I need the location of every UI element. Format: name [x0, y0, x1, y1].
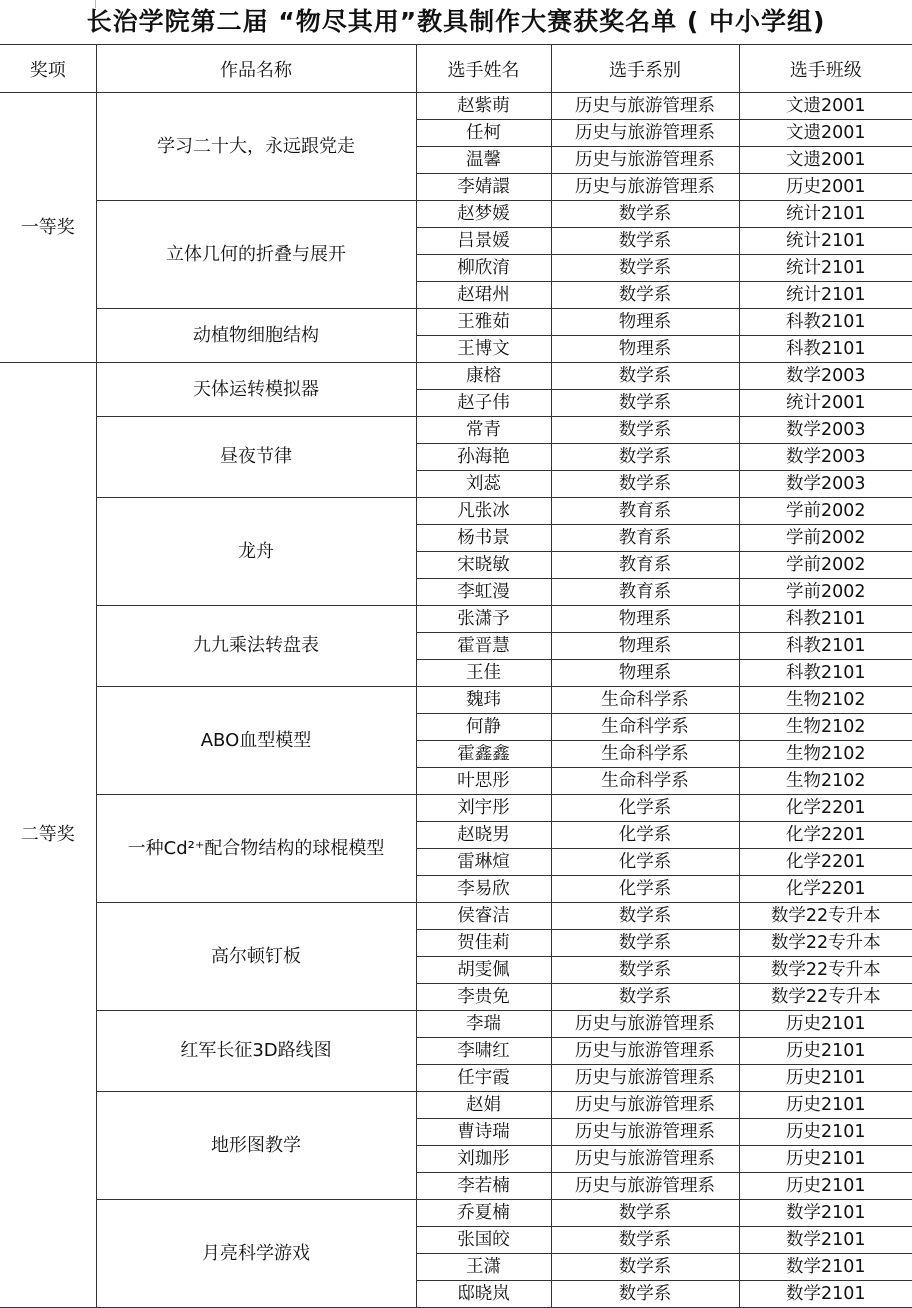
student-department: 教育系	[551, 525, 739, 552]
student-department: 历史与旅游管理系	[551, 120, 739, 147]
table-row	[0, 309, 912, 336]
student-class: 历史2101	[739, 1119, 912, 1146]
student-name: 霍晋慧	[416, 633, 551, 660]
student-name: 刘蕊	[416, 471, 551, 498]
student-department: 数学系	[551, 1254, 739, 1281]
student-class: 历史2101	[739, 1146, 912, 1173]
table-row	[0, 1092, 912, 1119]
student-department: 历史与旅游管理系	[551, 1065, 739, 1092]
student-department: 历史与旅游管理系	[551, 1011, 739, 1038]
student-class: 学前2002	[739, 579, 912, 606]
table-row	[0, 93, 912, 120]
student-department: 教育系	[551, 552, 739, 579]
student-name: 张潇予	[416, 606, 551, 633]
award-level: 二等奖	[0, 363, 96, 1308]
work-name: 天体运转模拟器	[96, 363, 416, 417]
header-award: 奖项	[0, 45, 96, 93]
work-name: 动植物细胞结构	[96, 309, 416, 363]
work-name: 龙舟	[96, 498, 416, 606]
student-class: 数学2101	[739, 1200, 912, 1227]
student-class: 科教2101	[739, 660, 912, 687]
table-row	[0, 201, 912, 228]
student-name: 李虹漫	[416, 579, 551, 606]
table-row	[0, 687, 912, 714]
student-name: 曹诗瑞	[416, 1119, 551, 1146]
student-name: 吕景媛	[416, 228, 551, 255]
student-department: 数学系	[551, 255, 739, 282]
student-class: 数学2003	[739, 363, 912, 390]
student-department: 数学系	[551, 228, 739, 255]
student-name: 刘宇彤	[416, 795, 551, 822]
student-name: 柳欣淯	[416, 255, 551, 282]
student-class: 数学2003	[739, 417, 912, 444]
student-class: 数学2003	[739, 471, 912, 498]
award-level: 一等奖	[0, 93, 96, 363]
student-class: 历史2101	[739, 1092, 912, 1119]
student-class: 统计2101	[739, 201, 912, 228]
work-name: 红军长征3D路线图	[96, 1011, 416, 1092]
student-class: 学前2002	[739, 525, 912, 552]
work-name: 地形图教学	[96, 1092, 416, 1200]
work-name: 月亮科学游戏	[96, 1200, 416, 1308]
student-department: 物理系	[551, 336, 739, 363]
student-department: 化学系	[551, 795, 739, 822]
work-name: 立体几何的折叠与展开	[96, 201, 416, 309]
student-class: 学前2002	[739, 552, 912, 579]
work-name: 一种Cd²⁺配合物结构的球棍模型	[96, 795, 416, 903]
student-class: 科教2101	[739, 336, 912, 363]
student-name: 赵子伟	[416, 390, 551, 417]
student-class: 统计2101	[739, 282, 912, 309]
student-class: 生物2102	[739, 687, 912, 714]
student-name: 王潇	[416, 1254, 551, 1281]
student-class: 数学2101	[739, 1227, 912, 1254]
student-name: 何静	[416, 714, 551, 741]
student-department: 数学系	[551, 1227, 739, 1254]
student-department: 生命科学系	[551, 687, 739, 714]
student-name: 刘珈彤	[416, 1146, 551, 1173]
student-class: 学前2002	[739, 498, 912, 525]
student-department: 历史与旅游管理系	[551, 1173, 739, 1200]
award-table	[0, 44, 912, 1308]
student-department: 生命科学系	[551, 741, 739, 768]
student-class: 生物2102	[739, 768, 912, 795]
student-class: 数学2003	[739, 444, 912, 471]
student-department: 物理系	[551, 660, 739, 687]
student-class: 科教2101	[739, 606, 912, 633]
student-class: 数学2101	[739, 1281, 912, 1308]
student-department: 历史与旅游管理系	[551, 1092, 739, 1119]
student-name: 李易欣	[416, 876, 551, 903]
student-class: 科教2101	[739, 309, 912, 336]
student-class: 文遗2001	[739, 120, 912, 147]
student-department: 化学系	[551, 822, 739, 849]
student-class: 历史2101	[739, 1038, 912, 1065]
header-work-name: 作品名称	[96, 45, 416, 93]
work-name: 昼夜节律	[96, 417, 416, 498]
student-name: 邸晓岚	[416, 1281, 551, 1308]
student-name: 凡张冰	[416, 498, 551, 525]
student-name: 霍鑫鑫	[416, 741, 551, 768]
student-name: 王雅茹	[416, 309, 551, 336]
student-name: 赵晓男	[416, 822, 551, 849]
student-name: 李婧譞	[416, 174, 551, 201]
student-name: 魏玮	[416, 687, 551, 714]
student-class: 统计2101	[739, 255, 912, 282]
student-class: 数学22专升本	[739, 957, 912, 984]
work-name: 学习二十大，永远跟党走	[96, 93, 416, 201]
student-name: 李瑞	[416, 1011, 551, 1038]
student-name: 乔夏楠	[416, 1200, 551, 1227]
table-row	[0, 417, 912, 444]
student-department: 数学系	[551, 444, 739, 471]
student-name: 李贵免	[416, 984, 551, 1011]
student-department: 数学系	[551, 390, 739, 417]
table-row	[0, 606, 912, 633]
student-name: 李啸红	[416, 1038, 551, 1065]
student-department: 教育系	[551, 579, 739, 606]
student-class: 历史2101	[739, 1011, 912, 1038]
student-name: 温馨	[416, 147, 551, 174]
work-name: 高尔顿钉板	[96, 903, 416, 1011]
header-row	[0, 45, 912, 93]
header-department: 选手系别	[551, 45, 739, 93]
student-class: 数学22专升本	[739, 984, 912, 1011]
student-department: 物理系	[551, 606, 739, 633]
student-department: 数学系	[551, 363, 739, 390]
student-class: 统计2101	[739, 228, 912, 255]
student-class: 历史2001	[739, 174, 912, 201]
student-name: 常青	[416, 417, 551, 444]
student-department: 历史与旅游管理系	[551, 147, 739, 174]
student-department: 化学系	[551, 849, 739, 876]
student-department: 数学系	[551, 957, 739, 984]
student-class: 文遗2001	[739, 147, 912, 174]
student-department: 历史与旅游管理系	[551, 174, 739, 201]
student-department: 数学系	[551, 417, 739, 444]
student-department: 数学系	[551, 1200, 739, 1227]
student-name: 康榕	[416, 363, 551, 390]
student-name: 赵珺州	[416, 282, 551, 309]
student-department: 历史与旅游管理系	[551, 1146, 739, 1173]
student-department: 数学系	[551, 282, 739, 309]
table-body	[0, 93, 912, 1308]
student-department: 数学系	[551, 1281, 739, 1308]
student-class: 历史2101	[739, 1065, 912, 1092]
student-department: 数学系	[551, 930, 739, 957]
student-name: 胡雯佩	[416, 957, 551, 984]
student-class: 化学2201	[739, 849, 912, 876]
student-name: 李若楠	[416, 1173, 551, 1200]
student-class: 历史2101	[739, 1173, 912, 1200]
table-row	[0, 363, 912, 390]
work-name: ABO血型模型	[96, 687, 416, 795]
student-department: 生命科学系	[551, 714, 739, 741]
student-class: 化学2201	[739, 795, 912, 822]
student-name: 杨书景	[416, 525, 551, 552]
table-row	[0, 903, 912, 930]
student-name: 侯睿洁	[416, 903, 551, 930]
header-class: 选手班级	[739, 45, 912, 93]
student-department: 数学系	[551, 903, 739, 930]
student-department: 化学系	[551, 876, 739, 903]
student-department: 历史与旅游管理系	[551, 1119, 739, 1146]
student-department: 数学系	[551, 984, 739, 1011]
student-class: 化学2201	[739, 822, 912, 849]
work-name: 九九乘法转盘表	[96, 606, 416, 687]
table-row	[0, 1200, 912, 1227]
student-class: 生物2102	[739, 714, 912, 741]
student-department: 历史与旅游管理系	[551, 93, 739, 120]
student-department: 教育系	[551, 498, 739, 525]
student-class: 文遗2001	[739, 93, 912, 120]
student-department: 数学系	[551, 471, 739, 498]
student-name: 任柯	[416, 120, 551, 147]
table-row	[0, 1011, 912, 1038]
student-name: 王博文	[416, 336, 551, 363]
student-department: 物理系	[551, 309, 739, 336]
student-class: 数学22专升本	[739, 930, 912, 957]
page-title: 长治学院第二届 “物尽其用”教具制作大赛获奖名单 ( 中小学组)	[86, 7, 826, 36]
student-name: 赵梦媛	[416, 201, 551, 228]
student-department: 物理系	[551, 633, 739, 660]
student-class: 统计2001	[739, 390, 912, 417]
student-name: 任宇霞	[416, 1065, 551, 1092]
student-department: 数学系	[551, 201, 739, 228]
student-department: 历史与旅游管理系	[551, 1038, 739, 1065]
student-name: 张国皎	[416, 1227, 551, 1254]
student-name: 雷琳煊	[416, 849, 551, 876]
student-class: 数学22专升本	[739, 903, 912, 930]
student-department: 生命科学系	[551, 768, 739, 795]
header-student-name: 选手姓名	[416, 45, 551, 93]
student-name: 宋晓敏	[416, 552, 551, 579]
student-name: 赵紫萌	[416, 93, 551, 120]
student-class: 生物2102	[739, 741, 912, 768]
student-class: 数学2101	[739, 1254, 912, 1281]
student-class: 化学2201	[739, 876, 912, 903]
student-name: 叶思彤	[416, 768, 551, 795]
student-name: 贺佳莉	[416, 930, 551, 957]
table-row	[0, 795, 912, 822]
student-name: 赵娟	[416, 1092, 551, 1119]
student-name: 孙海艳	[416, 444, 551, 471]
table-row	[0, 498, 912, 525]
student-class: 科教2101	[739, 633, 912, 660]
student-name: 王佳	[416, 660, 551, 687]
